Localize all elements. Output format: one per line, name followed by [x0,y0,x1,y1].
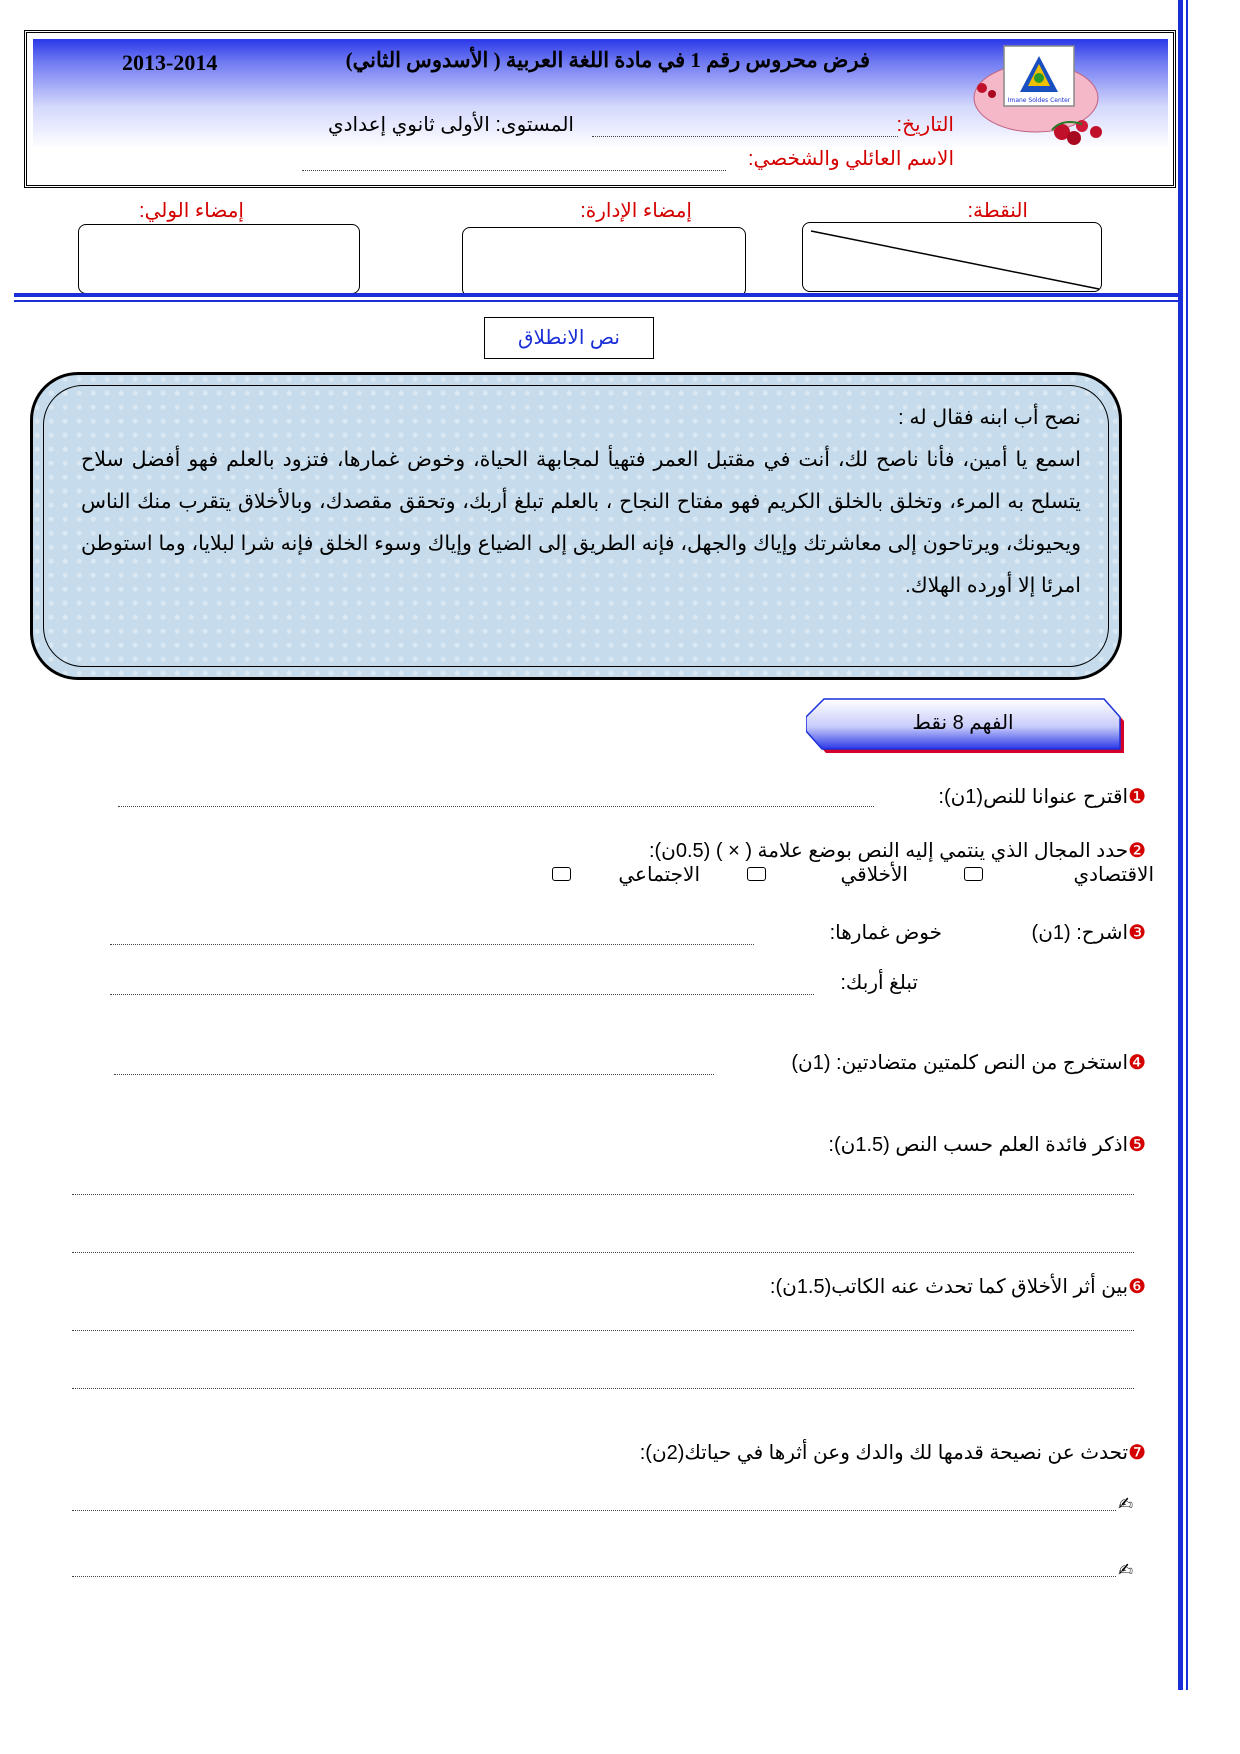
header-separator-thin [14,300,1180,302]
question-3-number: ❸ [1128,922,1146,944]
question-6-text: بين أثر الأخلاق كما تحدث عنه الكاتب(1.5ن): [769,1276,1129,1298]
question-7-text: تحدث عن نصيحة قدمها لك والدك وعن أثرها في حياتك(2ن): [639,1442,1129,1464]
question-4-number: ❹ [1128,1052,1146,1074]
question-6 [770,1274,1146,1299]
admin-signature-label: إمضاء الإدارة: [580,200,692,222]
page-right-rule [1178,0,1183,1690]
answer-5-line-1[interactable] [72,1194,1134,1195]
question-1-number: ❶ [1128,786,1146,808]
grade-label: النقطة: [967,200,1028,222]
answer-5-line-2[interactable] [72,1252,1134,1253]
parent-signature-box[interactable] [78,224,360,294]
question-5-text: اذكر فائدة العلم حسب النص (1.5ن): [828,1134,1129,1156]
grade-box[interactable] [802,222,1102,292]
passage-box [30,372,1122,680]
comprehension-title: الفهم 8 نقط [912,712,1014,734]
question-4 [791,1050,1146,1075]
logo-caption: Imane Soldes Center [1007,97,1071,104]
answer-4-line[interactable] [114,1074,714,1075]
level-label: المستوى: الأولى ثانوي إعدادي [327,114,574,136]
question-1-text: اقترح عنوانا للنص(1ن): [938,786,1129,808]
question-3 [1032,920,1146,945]
term-2: تبلغ أربك: [840,972,918,994]
question-7 [640,1440,1146,1465]
option-moral-label: الأخلاقي [840,864,908,886]
term-1: خوض غمارها: [829,922,942,944]
question-2 [649,838,1146,863]
page-right-rule-thin [1186,0,1188,1690]
school-year: 2013-2014 [122,50,218,75]
question-1 [938,784,1146,809]
answer-7-line-2[interactable] [72,1576,1116,1577]
date-field[interactable] [592,136,898,137]
option-social-label: الاجتماعي [618,864,700,886]
option-economic [1073,862,1154,887]
parent-signature-label: إمضاء الولي: [139,200,244,222]
question-5-number: ❺ [1128,1134,1146,1156]
option-social [618,862,700,887]
answer-6-line-2[interactable] [72,1388,1134,1389]
option-social-checkbox[interactable] [552,867,571,881]
option-economic-label: الاقتصادي [1073,864,1154,886]
option-moral [841,862,909,887]
passage-intro: نصح أب ابنه فقال له : [897,406,1081,429]
date-label: التاريخ: [896,114,954,136]
answer-1-line[interactable] [118,806,874,807]
question-4-text: استخرج من النص كلمتين متضادتين: (1ن) [791,1052,1129,1074]
passage-label: نص الانطلاق [484,317,654,359]
question-3-text: اشرح: (1ن) [1031,922,1129,944]
option-economic-checkbox[interactable] [964,867,983,881]
option-moral-checkbox[interactable] [747,867,766,881]
pen-icon: ✍ [1118,1494,1134,1514]
comprehension-banner [806,697,1128,759]
answer-7-line-1[interactable] [72,1510,1116,1511]
school-logo [970,34,1110,154]
question-2-text: حدد المجال الذي ينتمي إليه النص بوضع علامة ( × ) (0.5ن): [648,840,1129,862]
pen-icon-2: ✍ [1118,1560,1134,1580]
answer-3a-line[interactable] [110,944,754,945]
exam-title: فرض محروس رقم 1 في مادة اللغة العربية ( الأسدوس الثاني) [345,48,870,72]
passage-body: اسمع يا أمين، فأنا ناصح لك، أنت في مقتبل العمر فتهيأ لمجابهة الحياة، وخوض غمارها، فتزود بالعلم فهو أفضل سلاح يتسلح به المرء، وتخلق بالخلق الكريم فهو مفتاح النجاح ، بالعلم تبلغ أربك، وتحقق مقصدك، وبالأخلاق يتقرب منك الناس ويحيونك، ويرتاحون إلى معاشرتك وإياك والجهل، فإنه الطريق إلى الضياع وإياك وسوء الخلق فإنه شرا لبلايا، وما استوطن امرئا إلا أورده الهلاك. [81,448,1081,597]
answer-3b-line[interactable] [110,994,814,995]
passage-text [81,397,1081,607]
question-5 [828,1132,1146,1157]
admin-signature-box[interactable] [462,227,746,297]
question-2-number: ❷ [1128,840,1146,862]
question-6-number: ❻ [1128,1276,1146,1298]
question-7-number: ❼ [1128,1442,1146,1464]
grade-box-diagonal [803,223,1103,293]
student-name-label: الاسم العائلي والشخصي: [747,148,954,170]
answer-6-line-1[interactable] [72,1330,1134,1331]
student-name-field[interactable] [302,170,726,171]
header-separator [14,293,1180,297]
